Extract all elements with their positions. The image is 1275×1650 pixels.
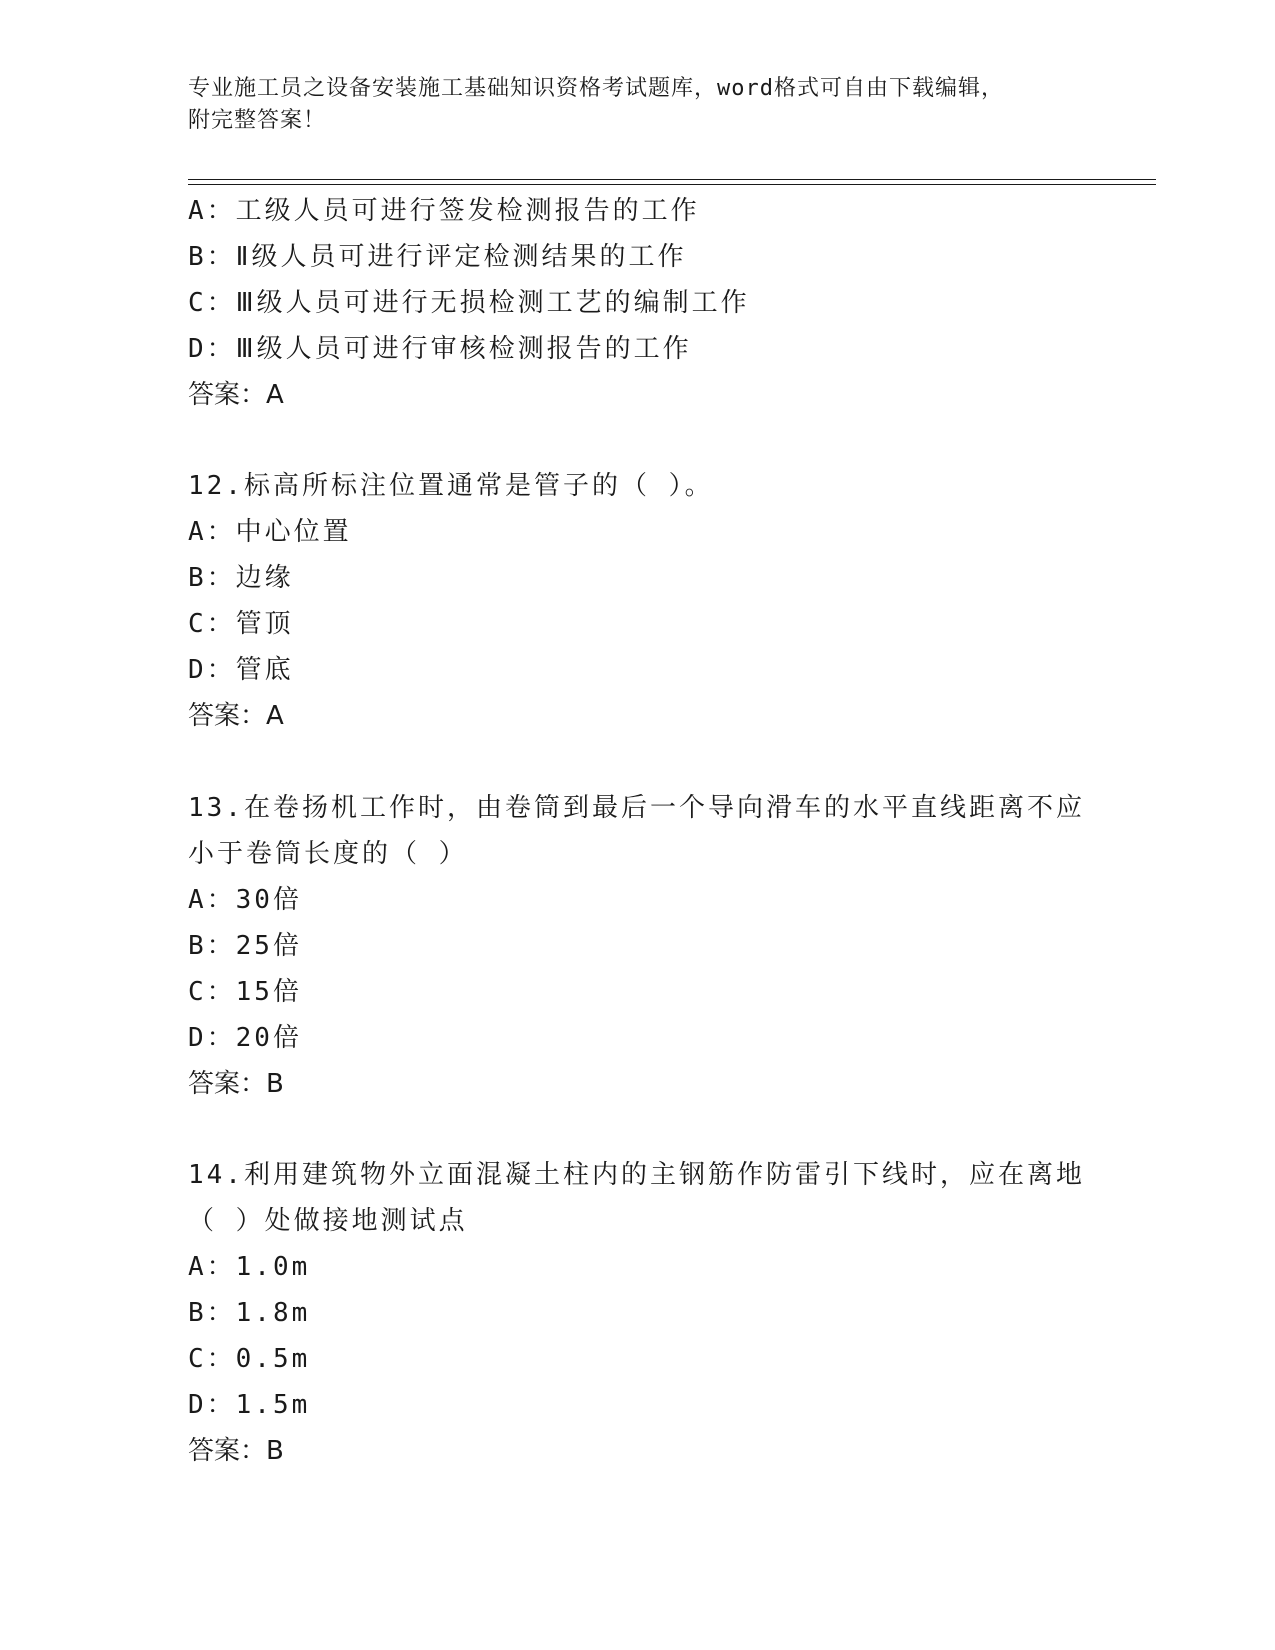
question-list <box>188 188 1088 1474</box>
option-b: B：Ⅱ级人员可进行评定检测结果的工作 <box>188 242 687 272</box>
header-title-line2: 附完整答案！ <box>188 108 327 133</box>
spacer <box>188 1107 1088 1152</box>
question-stem-line2: （ ）处做接地测试点 <box>188 1206 468 1236</box>
question-11 <box>188 188 1088 418</box>
option-d: D：1.5m <box>188 1390 311 1420</box>
option-a: A：30倍 <box>188 885 302 915</box>
option-d: D：20倍 <box>188 1023 302 1053</box>
question-12 <box>188 463 1088 739</box>
option-c: C：0.5m <box>188 1344 311 1374</box>
option-c: C：Ⅲ级人员可进行无损检测工艺的编制工作 <box>188 288 750 318</box>
option-a: A：工级人员可进行签发检测报告的工作 <box>188 196 700 226</box>
question-stem-line1: 13.在卷扬机工作时，由卷筒到最后一个导向滑车的水平直线距离不应 <box>188 793 1085 823</box>
option-b: B：25倍 <box>188 931 302 961</box>
spacer <box>188 739 1088 785</box>
answer: 答案：A <box>188 380 284 410</box>
header-divider-bottom <box>188 184 1156 185</box>
answer: 答案：B <box>188 1436 284 1466</box>
option-d: D：Ⅲ级人员可进行审核检测报告的工作 <box>188 334 692 364</box>
option-b: B：1.8m <box>188 1298 311 1328</box>
answer: 答案：B <box>188 1069 284 1099</box>
question-stem-line1: 14.利用建筑物外立面混凝土柱内的主钢筋作防雷引下线时，应在离地 <box>188 1160 1085 1190</box>
spacer <box>188 418 1088 463</box>
option-a: A：1.0m <box>188 1252 311 1282</box>
header-title-line1: 专业施工员之设备安装施工基础知识资格考试题库，word格式可自由下载编辑， <box>188 76 1004 101</box>
option-c: C：15倍 <box>188 977 302 1007</box>
option-a: A：中心位置 <box>188 517 352 547</box>
option-c: C：管顶 <box>188 609 294 639</box>
answer: 答案：A <box>188 701 284 731</box>
header-divider-top <box>188 179 1156 180</box>
question-13 <box>188 785 1088 1107</box>
question-stem-line2: 小于卷筒长度的（ ） <box>188 839 468 869</box>
document-header <box>188 73 1068 137</box>
question-stem: 12.标高所标注位置通常是管子的（ ）。 <box>188 471 714 501</box>
option-d: D：管底 <box>188 655 294 685</box>
question-14 <box>188 1152 1088 1474</box>
option-b: B：边缘 <box>188 563 294 593</box>
